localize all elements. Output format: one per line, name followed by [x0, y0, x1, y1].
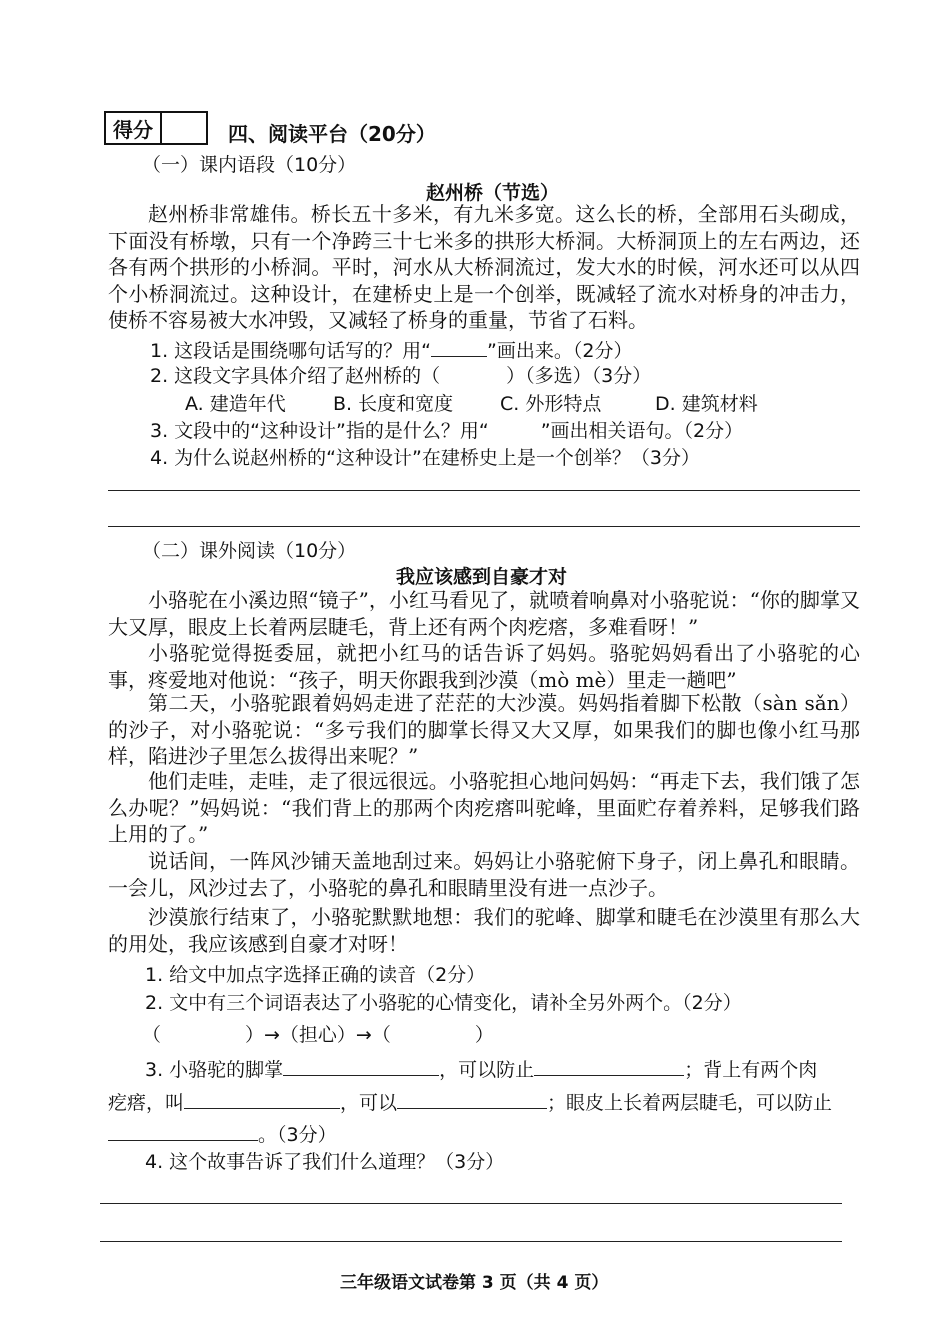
part2-q3-blank-2[interactable]: [534, 1055, 684, 1076]
part2-q2-answer-row: [142, 1020, 494, 1047]
part2-q3-line-3: [108, 1120, 337, 1147]
part2-paragraph-4: 他们走哇，走哇，走了很远很远。小骆驼担心地问妈妈：“再走下去，我们饿了怎么办呢？”妈妈说：“我们背上的那两个肉疙瘩叫驼峰，里面贮存着养料，足够我们路上用的了。”: [108, 769, 860, 846]
part2-q2-middle: ）→（担心）→（: [245, 1024, 391, 1046]
part2-q1: 1. 给文中加点字选择正确的读音（2分）: [145, 964, 486, 986]
part2-q3-c: ；背上有两个肉: [684, 1059, 818, 1081]
score-input-cell[interactable]: [162, 113, 206, 143]
part2-paragraph-1: 小骆驼在小溪边照“镜子”，小红马看见了，就喷着响鼻对小骆驼说：“你的脚掌又大又厚，眼皮上长着两层睫毛，背上还有两个肉疙瘩，多难看呀！”: [108, 588, 860, 639]
page-footer: 三年级语文试卷第 3 页（共 4 页）: [340, 1273, 609, 1293]
score-box: [104, 111, 208, 145]
part2-paragraph-3: 第二天，小骆驼跟着妈妈走进了茫茫的大沙漠。妈妈指着脚下松散（sàn sǎn）的沙子，对小骆驼说：“多亏我们的脚掌长得又大又厚，如果我们的脚也像小红马那样，陷进沙子里怎么拔得出来呢？”: [108, 691, 860, 768]
part1-passage: 赵州桥非常雄伟。桥长五十多米，有九米多宽。这么长的桥，全部用石头砌成，下面没有桥墩，只有一个净跨三十七米多的拱形大桥洞。大桥洞顶上的左右两边，还各有两个拱形的小桥洞。平时，河水从大桥洞流过，发大水的时候，河水还可以从四个小桥洞流过。这种设计，在建桥史上是一个创举，既减轻了流水对桥身的冲击力，使桥不容易被大水冲毁，又减轻了桥身的重量，节省了石料。: [108, 202, 860, 332]
part2-q3-b: ，可以防止: [439, 1059, 535, 1081]
part2-answer-line-2[interactable]: [100, 1241, 842, 1242]
part2-q3-blank-1[interactable]: [283, 1055, 439, 1076]
part2-answer-line-1[interactable]: [100, 1203, 842, 1204]
part1-q2: [150, 361, 651, 388]
part2-paragraph-2: 小骆驼觉得挺委屈，就把小红马的话告诉了妈妈。骆驼妈妈看出了小骆驼的心事，疼爱地对他说：“孩子，明天你跟我到沙漠（mò mè）里走一趟吧”: [108, 641, 860, 692]
part2-q3-f: ；眼皮上长着两层睫毛，可以防止: [547, 1092, 833, 1114]
part2-q2-open: （: [142, 1024, 162, 1046]
section-title: 四、阅读平台（20分）: [228, 122, 436, 146]
part1-option-c: C. 外形特点: [500, 393, 602, 415]
part1-q1: [150, 336, 632, 363]
part2-q3-a: 3. 小骆驼的脚掌: [145, 1059, 284, 1081]
part2-q3-d: 疙瘩，叫: [108, 1092, 185, 1114]
part1-q3: [150, 416, 743, 443]
part2-q3-blank-3[interactable]: [184, 1088, 340, 1109]
part2-q3-blank-4[interactable]: [397, 1088, 547, 1109]
part2-title: 我应该感到自豪才对: [396, 566, 568, 588]
part1-q4: 4. 为什么说赵州桥的“这种设计”在建桥史上是一个创举？（3分）: [150, 447, 700, 469]
part1-option-a: A. 建造年代: [185, 393, 286, 415]
part2-q3-e: ，可以: [340, 1092, 398, 1114]
part1-q1-pre: 1. 这段话是围绕哪句话写的？用“: [150, 340, 432, 362]
part1-q1-blank[interactable]: [431, 336, 487, 357]
part1-q1-post: ”画出来。（2分）: [487, 340, 633, 362]
part1-q3-pre: 3. 文段中的“这种设计”指的是什么？用“: [150, 420, 489, 442]
part2-q3-blank-5[interactable]: [108, 1120, 258, 1141]
part2-paragraph-6: 沙漠旅行结束了，小骆驼默默地想：我们的驼峰、脚掌和睫毛在沙漠里有那么大的用处，我应该感到自豪才对呀！: [108, 905, 860, 956]
part1-title: 赵州桥（节选）: [426, 182, 560, 204]
part1-q3-post: ”画出相关语句。（2分）: [540, 420, 744, 442]
part2-q3-line-2: [108, 1088, 832, 1115]
part2-q2: 2. 文中有三个词语表达了小骆驼的心情变化，请补全另外两个。（2分）: [145, 992, 742, 1014]
part1-option-d: D. 建筑材料: [655, 393, 758, 415]
part2-q3-line-1: [145, 1055, 817, 1082]
part2-q3-g: 。（3分）: [258, 1124, 337, 1146]
score-label: 得分: [106, 113, 162, 143]
part2-paragraph-5: 说话间，一阵风沙铺天盖地刮过来。妈妈让小骆驼俯下身子，闭上鼻孔和眼睛。一会儿，风沙过去了，小骆驼的鼻孔和眼睛里没有进一点沙子。: [108, 849, 860, 900]
part2-q2-close: ）: [474, 1024, 494, 1046]
part1-option-b: B. 长度和宽度: [333, 393, 454, 415]
part1-q2-post: ）（多选）（3分）: [506, 365, 652, 387]
part2-heading: （二）课外阅读（10分）: [142, 540, 357, 562]
part1-heading: （一）课内语段（10分）: [142, 154, 357, 176]
part1-answer-line-2[interactable]: [108, 526, 860, 527]
part1-q2-pre: 2. 这段文字具体介绍了赵州桥的（: [150, 365, 441, 387]
part1-answer-line-1[interactable]: [108, 490, 860, 491]
part2-q4: 4. 这个故事告诉了我们什么道理？（3分）: [145, 1151, 505, 1173]
